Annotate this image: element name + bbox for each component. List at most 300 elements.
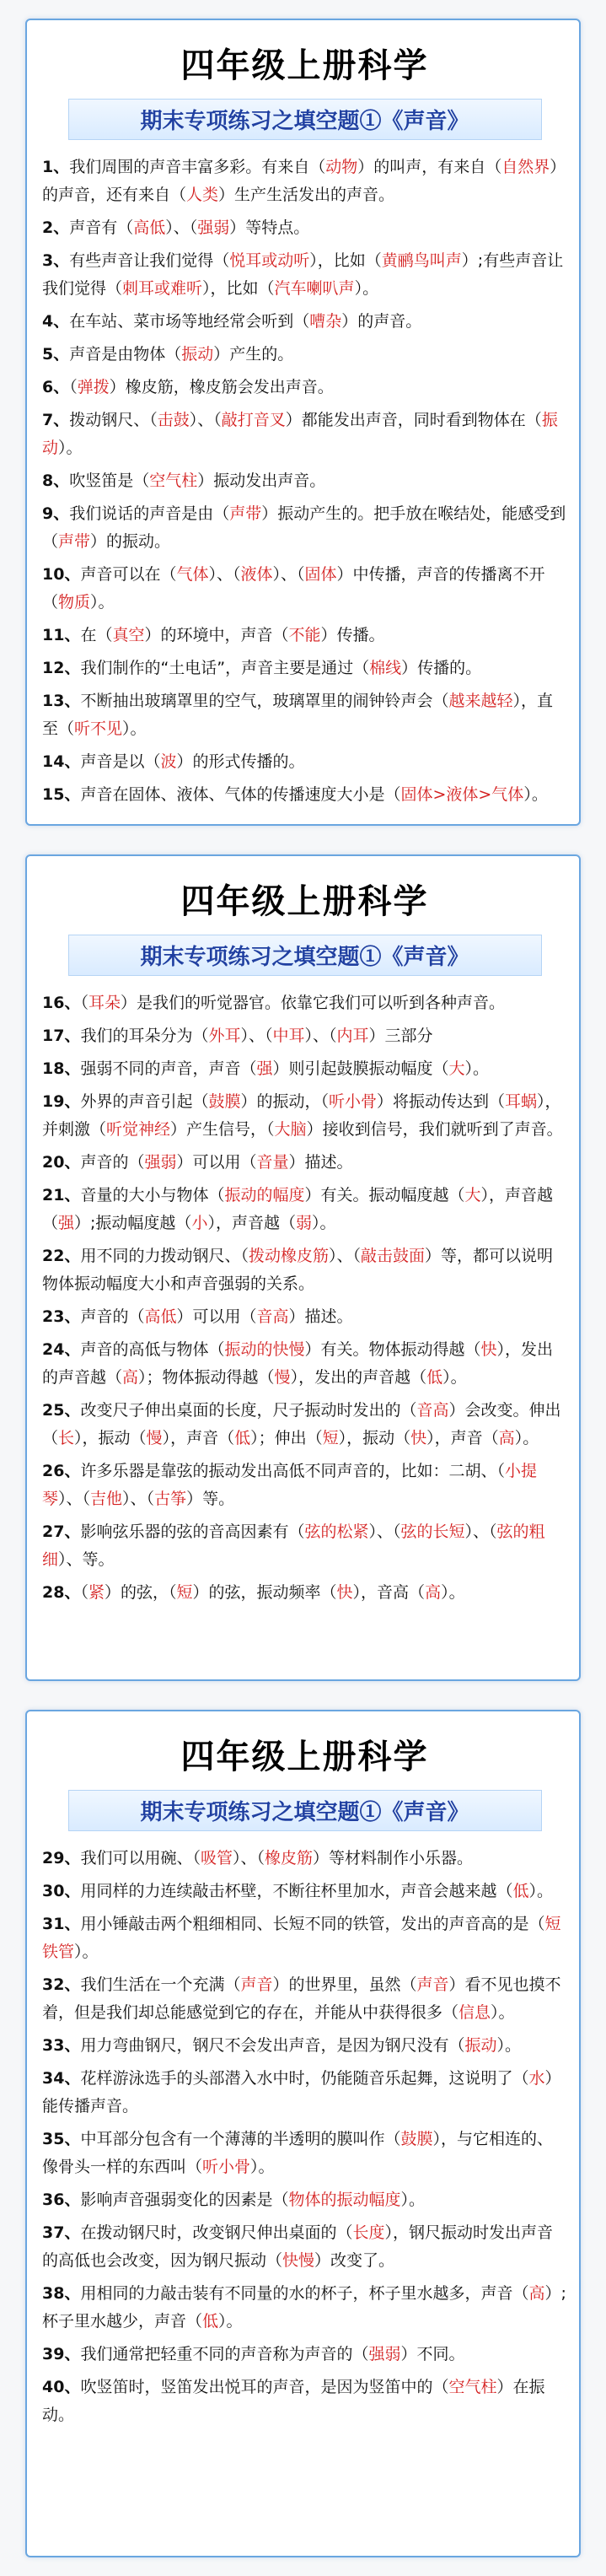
question-text: ）三部分 [368, 1027, 433, 1045]
question-item [42, 2126, 567, 2181]
question-number: 24、 [42, 1340, 81, 1359]
answer-text: 振动的快慢 [224, 1340, 305, 1359]
answer-text: 鼓膜 [208, 1092, 241, 1111]
answer-text: 声带 [58, 532, 91, 551]
worksheet-panel-2 [25, 854, 581, 1681]
answer-text: 弦的松紧 [304, 1522, 369, 1541]
answer-text: 水 [528, 2069, 545, 2088]
question-text: ）。 [491, 2003, 515, 2022]
question-text: ），声音越（ [42, 1186, 554, 1232]
question-text: 音量的大小与物体（ [80, 1186, 225, 1204]
question-text: ）的声音。 [341, 312, 422, 331]
question-text: ）都能发出声音，同时看到物体在（ [285, 411, 542, 429]
answer-text: 强 [256, 1059, 273, 1078]
answer-text: 低 [512, 1882, 529, 1900]
answer-text: 大 [448, 1059, 465, 1078]
question-text: ）、（ [122, 1490, 155, 1508]
answer-text: 不能 [288, 626, 321, 644]
answer-text: 人类 [186, 186, 219, 204]
answer-text: 快 [480, 1340, 497, 1359]
question-number: 3、 [42, 251, 70, 270]
question-text: ）、（ [232, 1849, 265, 1867]
answer-text: 固体 [304, 565, 337, 584]
answer-text: 音高 [256, 1307, 289, 1326]
question-text: （ [80, 994, 88, 1012]
question-text: ）等。 [186, 1490, 235, 1508]
question-item [42, 2032, 567, 2060]
answer-text: 振动 [42, 411, 558, 457]
question-text: ）；伸出（ [250, 1429, 323, 1447]
question-number: 5、 [42, 345, 70, 364]
question-text: ）、（ [328, 1247, 361, 1265]
question-text: ）的振动。 [90, 532, 171, 551]
question-text: ）描述。 [288, 1307, 353, 1326]
question-text: 我们通常把轻重不同的声音称为声音的（ [80, 2345, 369, 2363]
answer-text: 短 [322, 1429, 339, 1447]
question-text: ）。 [90, 593, 115, 612]
question-text: ）。 [218, 2312, 243, 2331]
question-text: 强弱不同的声音，声音（ [80, 1059, 257, 1078]
answer-text: 中耳 [272, 1027, 305, 1045]
question-text: ）、（ [208, 565, 241, 584]
question-text: ），并刺激（ [42, 1092, 561, 1139]
question-number: 29、 [42, 1849, 81, 1867]
question-number: 17、 [42, 1027, 81, 1045]
answer-text: 敲击鼓面 [361, 1247, 426, 1265]
question-text: ），发出的声音越（ [42, 1340, 554, 1387]
answer-text: 快 [336, 1583, 353, 1602]
answer-text: 高低 [144, 1307, 177, 1326]
question-text: 影响弦乐器的弦的音高因素有（ [80, 1522, 305, 1541]
answer-text: 汽车喇叭声 [274, 279, 355, 298]
answer-text: 振动 [464, 2036, 497, 2055]
question-number: 18、 [42, 1059, 81, 1078]
question-text: 在（ [80, 626, 113, 644]
question-list [42, 1845, 567, 2429]
question-number: 35、 [42, 2130, 81, 2148]
question-text: 我们生活在一个充满（ [80, 1975, 241, 1994]
question-text: 外界的声音引起（ [80, 1092, 209, 1111]
question-number: 27、 [42, 1522, 81, 1541]
question-text: 声音是以（ [80, 752, 161, 771]
answer-text: 强弱 [197, 218, 230, 237]
answer-text: 棉线 [369, 659, 402, 677]
question-text: ）、（ [240, 1027, 273, 1045]
question-text: 不断抽出玻璃罩里的空气，玻璃罩里的闹钟铃声会（ [80, 692, 449, 710]
question-text: ）、（ [58, 1490, 91, 1508]
question-text: 吹竖笛时，竖笛发出悦耳的声音，是因为竖笛中的（ [80, 2378, 449, 2396]
question-number: 21、 [42, 1186, 81, 1204]
question-list [42, 154, 567, 809]
question-text: ）。 [58, 439, 83, 457]
answer-text: 低 [202, 2312, 219, 2331]
answer-text: 弦的粗细 [42, 1522, 545, 1569]
answer-text: 高 [498, 1429, 515, 1447]
question-text: ）的形式传播的。 [176, 752, 305, 771]
question-text: ），发出的声音越（ [290, 1368, 427, 1387]
question-item [42, 1022, 567, 1050]
answer-text: 低 [234, 1429, 251, 1447]
question-item [42, 561, 567, 617]
question-text: 中耳部分包含有一个薄薄的半透明的膜叫作（ [80, 2130, 401, 2148]
answer-text: 快 [410, 1429, 427, 1447]
question-item [42, 341, 567, 369]
answer-text: 长 [58, 1429, 75, 1447]
question-text: ）将振动传达到（ [377, 1092, 506, 1111]
question-item [42, 989, 567, 1017]
page-subtitle: 期末专项练习之填空题①《声音》 [68, 935, 542, 976]
answer-text: 物质 [58, 593, 91, 612]
answer-text: 振动的幅度 [224, 1186, 305, 1204]
question-item [42, 1971, 567, 2027]
answer-text: 弱 [295, 1214, 312, 1232]
page-subtitle: 期末专项练习之填空题①《声音》 [68, 99, 542, 140]
answer-text: 高 [122, 1368, 139, 1387]
question-number: 39、 [42, 2345, 81, 2363]
answer-text: 信息 [459, 2003, 491, 2022]
question-number: 32、 [42, 1975, 81, 1994]
answer-text: 波 [160, 752, 177, 771]
question-text: 用不同的力拨动钢尺、（ [80, 1247, 249, 1265]
question-number: 40、 [42, 2378, 81, 2396]
question-text: ）。 [400, 2191, 425, 2209]
question-number: 19、 [42, 1092, 81, 1111]
question-text: ）生产生活发出的声音。 [218, 186, 395, 204]
question-text: ）的振动，（ [240, 1092, 329, 1111]
question-item [42, 154, 567, 209]
question-text: ）、（ [368, 1522, 401, 1541]
question-text: ）、（ [304, 1027, 337, 1045]
question-text: ）。 [496, 2036, 521, 2055]
answer-text: 音量 [256, 1153, 289, 1172]
question-item [42, 1397, 567, 1452]
question-text: ）振动产生的。把手放在喉结处，能感受到（ [42, 504, 566, 551]
question-text: 在车站、菜市场等地经常会听到（ [69, 312, 310, 331]
answer-text: 耳朵 [88, 994, 121, 1012]
answer-text: 慢 [274, 1368, 291, 1387]
question-number: 25、 [42, 1401, 81, 1420]
answer-text: 声音 [240, 1975, 273, 1994]
answer-text: 听小骨 [329, 1092, 378, 1111]
answer-text: 听不见 [74, 719, 123, 738]
answer-text: 鼓膜 [400, 2130, 433, 2148]
question-text: ），钢尺振动时发出声音的高低也会改变，因为钢尺振动（ [42, 2223, 553, 2270]
answer-text: 短 [176, 1583, 193, 1602]
question-text: ）在振动。 [42, 2378, 545, 2424]
answer-text: 物体的振动幅度 [288, 2191, 401, 2209]
answer-text: 空气柱 [149, 472, 198, 490]
question-text: ）;振动幅度越（ [74, 1214, 192, 1232]
question-item [42, 1518, 567, 1574]
question-text: 声音的（ [80, 1307, 145, 1326]
question-item [42, 2280, 567, 2336]
question-item [42, 308, 567, 336]
question-text: ），声音（ [162, 1429, 235, 1447]
question-item [42, 1088, 567, 1144]
question-item [42, 1910, 567, 1966]
answer-text: 古筝 [154, 1490, 187, 1508]
question-number: 12、 [42, 659, 81, 677]
question-text: ），声音（ [426, 1429, 499, 1447]
question-text: ）可以用（ [176, 1307, 257, 1326]
question-text: ）；物体振动得越（ [138, 1368, 275, 1387]
answer-text: 吸管 [200, 1849, 233, 1867]
question-text: ）。 [354, 279, 379, 298]
question-text: ）。 [514, 1429, 539, 1447]
answer-text: 耳蜗 [505, 1092, 538, 1111]
question-text: ），与它相连的、像骨头一样的东西叫（ [42, 2130, 553, 2176]
answer-text: 紧 [88, 1583, 105, 1602]
question-text: 许多乐器是靠弦的振动发出高低不同声音的，比如：二胡、（ [80, 1462, 505, 1480]
answer-text: 声音 [416, 1975, 449, 1994]
question-text: 我们制作的“土电话”，声音主要是通过（ [80, 659, 370, 677]
question-item [42, 467, 567, 495]
question-number: 13、 [42, 692, 81, 710]
question-item [42, 2219, 567, 2275]
question-text: ）;有些声音让我们觉得（ [42, 251, 564, 298]
answer-text: 小 [191, 1214, 208, 1232]
answer-text: 嘈杂 [309, 312, 342, 331]
question-text: ）、（ [165, 218, 198, 237]
question-text: ）的世界里，虽然（ [272, 1975, 417, 1994]
question-text: ），音高（ [352, 1583, 426, 1602]
answer-text: 音高 [416, 1401, 449, 1420]
question-number: 8、 [42, 472, 70, 490]
answer-text: 听觉神经 [106, 1120, 171, 1139]
answer-text: 气体 [176, 565, 209, 584]
answer-text: 大 [464, 1186, 481, 1204]
question-item [42, 500, 567, 556]
question-text: 用相同的力敲击装有不同量的水的杯子，杯子里水越多，声音（ [80, 2284, 529, 2303]
answer-text: 拨动橡皮筋 [248, 1247, 329, 1265]
question-number: 16、 [42, 994, 81, 1012]
answer-text: 大脑 [274, 1120, 307, 1139]
question-text: ）的叫声，有来自（ [357, 158, 502, 176]
question-text: ）。 [122, 719, 147, 738]
question-text: 我们周围的声音丰富多彩。有来自（ [69, 158, 326, 176]
question-text: ），比如（ [202, 279, 275, 298]
question-text: 用同样的力连续敲击杯壁，不断往杯里加水，声音会越来越（ [80, 1882, 513, 1900]
question-text: ）接收到信号，我们就听到了声音。 [306, 1120, 563, 1139]
question-text: ）传播的。 [401, 659, 482, 677]
question-text: ）有关。物体振动得越（ [304, 1340, 481, 1359]
question-item [42, 247, 567, 303]
question-text: 用力弯曲钢尺，钢尺不会发出声音，是因为钢尺没有（ [80, 2036, 465, 2055]
question-text: ）的弦，振动频率（ [192, 1583, 337, 1602]
question-text: ）橡皮筋，橡皮筋会发出声音。 [109, 378, 334, 396]
question-text: 声音是由物体（ [69, 345, 182, 364]
question-text: 有些声音让我们觉得（ [69, 251, 230, 270]
question-text: ）的声音，还有来自（ [42, 158, 566, 204]
question-text: ），声音越（ [207, 1214, 296, 1232]
question-item [42, 1336, 567, 1392]
worksheet-panel-3 [25, 1710, 581, 2557]
question-text: ）、（ [464, 1522, 497, 1541]
question-item [42, 1845, 567, 1873]
page-title: 四年级上册科学 [180, 46, 429, 85]
answer-text: 高 [425, 1583, 442, 1602]
question-item [42, 374, 567, 401]
question-item [42, 781, 567, 809]
question-number: 33、 [42, 2036, 81, 2055]
answer-text: 击鼓 [157, 411, 190, 429]
question-text: ）可以用（ [176, 1153, 257, 1172]
question-item [42, 1878, 567, 1905]
answer-text: 悦耳或动听 [229, 251, 310, 270]
question-number: 37、 [42, 2223, 81, 2242]
question-text: ）、等。 [58, 1550, 115, 1569]
question-text: 声音可以在（ [80, 565, 177, 584]
question-item [42, 622, 567, 649]
question-number: 38、 [42, 2284, 81, 2303]
question-number: 7、 [42, 411, 70, 429]
question-item [42, 2186, 567, 2214]
answer-text: 振动 [181, 345, 214, 364]
question-text: ）看不见也摸不着，但是我们却总能感觉到它的存在，并能从中获得很多（ [42, 1975, 561, 2022]
question-number: 36、 [42, 2191, 81, 2209]
question-number: 10、 [42, 565, 81, 584]
answer-text: 弦的长短 [400, 1522, 465, 1541]
question-item [42, 655, 567, 682]
answer-text: 短铁管 [42, 1915, 561, 1961]
question-item [42, 2374, 567, 2429]
question-text: ）。 [250, 2158, 275, 2176]
worksheet-panel-1 [25, 19, 581, 826]
question-text: ）。 [74, 1943, 99, 1961]
answer-text: 外耳 [208, 1027, 241, 1045]
question-number: 2、 [42, 218, 70, 237]
question-number: 26、 [42, 1462, 81, 1480]
question-text: ）产生的。 [213, 345, 294, 364]
answer-text: 长度 [352, 2223, 385, 2242]
question-text: ）等，都可以说明物体振动幅度大小和声音强弱的关系。 [42, 1247, 554, 1293]
question-text: ）传播。 [320, 626, 385, 644]
answer-text: 内耳 [336, 1027, 369, 1045]
answer-text: 动物 [325, 158, 358, 176]
answer-text: 吉他 [90, 1490, 123, 1508]
question-text: ）会改变。伸出（ [42, 1401, 561, 1447]
question-item [42, 1182, 567, 1237]
question-item [42, 214, 567, 242]
answer-text: 黄鹂鸟叫声 [381, 251, 462, 270]
answer-text: 弹拨 [77, 378, 110, 396]
question-text: ）振动发出声音。 [197, 472, 326, 490]
question-number: 4、 [42, 312, 70, 331]
question-item [42, 1303, 567, 1331]
answer-text: 低 [426, 1368, 443, 1387]
page-subtitle: 期末专项练习之填空题①《声音》 [68, 1790, 542, 1831]
question-text: ）产生信号，（ [170, 1120, 275, 1139]
answer-text: 固体>液体>气体 [400, 785, 524, 804]
answer-text: 真空 [112, 626, 145, 644]
question-item [42, 1242, 567, 1298]
question-text: ）能传播声音。 [42, 2069, 561, 2115]
question-text: 我们可以用碗、（ [80, 1849, 201, 1867]
question-item [42, 748, 567, 776]
question-text: ）等特点。 [229, 218, 310, 237]
answer-text: 强 [58, 1214, 75, 1232]
question-number: 9、 [42, 504, 70, 523]
question-number: 23、 [42, 1307, 81, 1326]
page-title: 四年级上册科学 [180, 1737, 429, 1776]
question-number: 34、 [42, 2069, 81, 2088]
question-text: 声音的（ [80, 1153, 145, 1172]
question-text: 在拨动钢尺时，改变钢尺伸出桌面的（ [80, 2223, 353, 2242]
answer-text: 橡皮筋 [265, 1849, 314, 1867]
question-number: 30、 [42, 1882, 81, 1900]
question-text: ），振动（ [338, 1429, 411, 1447]
question-item [42, 2065, 567, 2121]
question-list [42, 989, 567, 1607]
answer-text: 自然界 [501, 158, 550, 176]
answer-text: 高 [528, 2284, 545, 2303]
question-number: 20、 [42, 1153, 81, 1172]
question-text: 吹竖笛是（ [69, 472, 150, 490]
question-text: ）是我们的听觉器官。依靠它我们可以听到各种声音。 [120, 994, 505, 1012]
question-item [42, 407, 567, 462]
question-text: ）。 [441, 1583, 465, 1602]
answer-text: 听小骨 [202, 2158, 251, 2176]
question-item [42, 1458, 567, 1513]
question-text: 改变尺子伸出桌面的长度，尺子振动时发出的（ [80, 1401, 417, 1420]
question-number: 15、 [42, 785, 81, 804]
question-number: 31、 [42, 1915, 81, 1933]
question-text: 声音的高低与物体（ [80, 1340, 225, 1359]
question-text: ），直至（ [42, 692, 553, 738]
question-number: 11、 [42, 626, 81, 644]
question-text: ）。 [523, 785, 548, 804]
answer-text: 高低 [133, 218, 166, 237]
question-text: （ [69, 378, 78, 396]
question-text: 影响声音强弱变化的因素是（ [80, 2191, 289, 2209]
question-text: 拨动钢尺、（ [69, 411, 158, 429]
question-text: ）、（ [272, 565, 305, 584]
answer-text: 越来越轻 [448, 692, 513, 710]
question-item [42, 687, 567, 743]
question-text: 声音在固体、液体、气体的传播速度大小是（ [80, 785, 401, 804]
question-text: ）的环境中，声音（ [144, 626, 289, 644]
answer-text: 强弱 [368, 2345, 401, 2363]
answer-text: 声带 [229, 504, 262, 523]
question-text: 用小锤敲击两个粗细相同、长短不同的铁管，发出的声音高的是（ [80, 1915, 545, 1933]
question-text: 我们的耳朵分为（ [80, 1027, 209, 1045]
question-text: ），振动（ [74, 1429, 147, 1447]
question-number: 14、 [42, 752, 81, 771]
answer-text: 小提琴 [42, 1462, 537, 1508]
question-text: ）有关。振动幅度越（ [304, 1186, 465, 1204]
question-text: ）则引起鼓膜振动幅度（ [272, 1059, 449, 1078]
question-text: 花样游泳选手的头部潜入水中时，仍能随音乐起舞，这说明了（ [80, 2069, 529, 2088]
question-number: 6、 [42, 378, 70, 396]
question-text: （ [80, 1583, 88, 1602]
question-text: 声音有（ [69, 218, 134, 237]
question-text: ）。 [528, 1882, 553, 1900]
answer-text: 慢 [146, 1429, 163, 1447]
question-text: ）。 [442, 1368, 467, 1387]
answer-text: 液体 [240, 565, 273, 584]
question-text: ）。 [311, 1214, 336, 1232]
question-text: ）、（ [189, 411, 222, 429]
question-item [42, 1055, 567, 1083]
question-number: 28、 [42, 1583, 81, 1602]
question-text: ）;杯子里水越少，声音（ [42, 2284, 566, 2331]
question-item [42, 1149, 567, 1177]
question-text: ）中传播，声音的传播离不开（ [42, 565, 545, 612]
question-text: ）等材料制作小乐器。 [313, 1849, 474, 1867]
question-item [42, 1579, 567, 1607]
answer-text: 刺耳或难听 [122, 279, 203, 298]
answer-text: 强弱 [144, 1153, 177, 1172]
